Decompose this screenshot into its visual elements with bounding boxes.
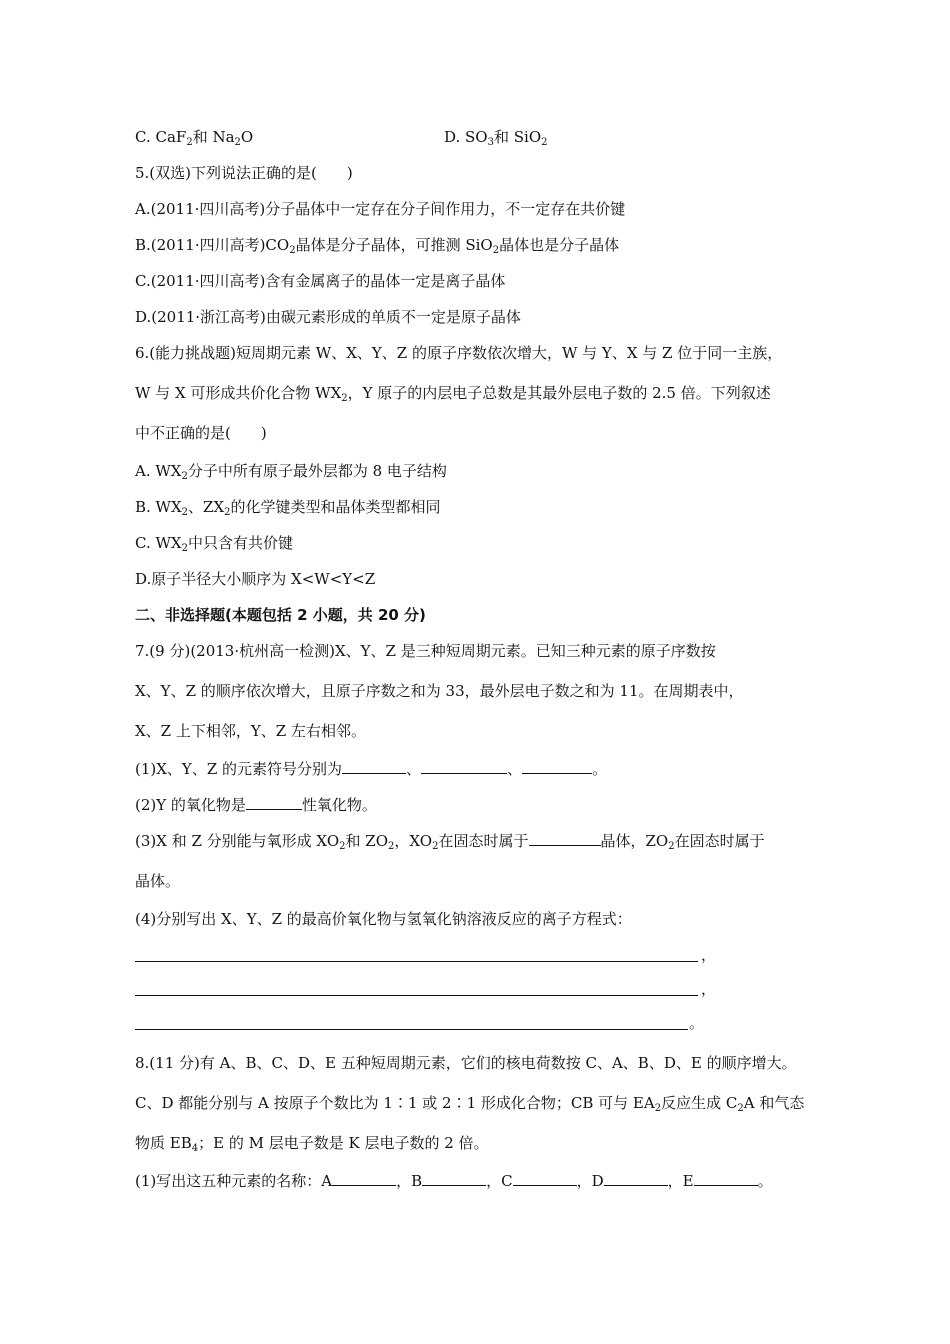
q7-line-2: X、Y、Z 的顺序依次增大，且原子序数之和为 33，最外层电子数之和为 11。在周期表中， xyxy=(135,682,744,700)
answer-blank[interactable] xyxy=(604,1171,668,1186)
answer-blank[interactable] xyxy=(332,1171,396,1186)
q7-line-1: 7.(9 分)(2013·杭州高一检测)X、Y、Z 是三种短周期元素。已知三种元素的原子序数按 xyxy=(135,642,716,660)
q7-part-3: (3)X 和 Z 分别能与氧形成 $XO_2$和 $ZO_2$，$XO_2$在固态时属于 晶体，$ZO_2$在固态时属于 xyxy=(135,832,765,852)
answer-blank[interactable] xyxy=(342,759,406,774)
q8-line-1: 8.(11 分)有 A、B、C、D、E 五种短周期元素，它们的核电荷数按 C、A、B、D、E 的顺序增大。 xyxy=(135,1054,797,1072)
q5-stem: 5.(双选)下列说法正确的是( ) xyxy=(135,164,353,182)
q5-option-d: D.(2011·浙江高考)由碳元素形成的单质不一定是原子晶体 xyxy=(135,308,521,326)
equation-end-mark: 。 xyxy=(689,1014,705,1032)
equation-end-mark: ， xyxy=(701,980,717,998)
equation-answer-line[interactable] xyxy=(135,1029,688,1030)
equation-answer-line[interactable] xyxy=(135,961,698,962)
q6-option-a: A. $WX_2$分子中所有原子最外层都为 8 电子结构 xyxy=(135,462,447,482)
answer-blank[interactable] xyxy=(522,759,592,774)
answer-blank[interactable] xyxy=(694,1171,758,1186)
q6-option-b: B. $WX_2$、$ZX_2$的化学键类型和晶体类型都相同 xyxy=(135,498,441,518)
q7-line-3: X、Z 上下相邻，Y、Z 左右相邻。 xyxy=(135,722,366,740)
q7-part-4: (4)分别写出 X、Y、Z 的最高价氧化物与氢氧化钠溶液反应的离子方程式： xyxy=(135,910,632,928)
answer-blank[interactable] xyxy=(529,831,601,846)
q8-line-2: C、D 都能分别与 A 按原子个数比为 1∶1 或 2∶1 形成化合物；CB 可与 $EA_2$反应生成 $C_2A$ 和气态 xyxy=(135,1094,805,1114)
q6-line-2: W 与 X 可形成共价化合物 $WX_2$，Y 原子的内层电子总数是其最外层电子数的 2.5 倍。下列叙述 xyxy=(135,384,771,404)
q8-part-1: (1)写出这五种元素的名称：A ，B ，C ，D ，E 。 xyxy=(135,1172,773,1190)
q4-option-d: D. $SO_3$和 SiO$_2$ xyxy=(444,128,548,148)
answer-blank[interactable] xyxy=(513,1171,577,1186)
q7-part-1: (1)X、Y、Z 的元素符号分别为 、 、 。 xyxy=(135,760,608,778)
q5-option-b: B.(2011·四川高考)$CO_2$晶体是分子晶体，可推测 SiO$_2$晶体也是分子晶体 xyxy=(135,236,620,256)
equation-answer-line[interactable] xyxy=(135,995,698,996)
answer-blank[interactable] xyxy=(246,795,302,810)
q6-line-3: 中不正确的是( ) xyxy=(135,424,267,442)
equation-end-mark: ， xyxy=(701,946,717,964)
answer-blank[interactable] xyxy=(421,759,507,774)
q4-option-c: C. CaF$_2$和 $Na_2O$ xyxy=(135,128,254,148)
q6-option-c: C. $WX_2$中只含有共价键 xyxy=(135,534,293,554)
q5-option-c: C.(2011·四川高考)含有金属离子的晶体一定是离子晶体 xyxy=(135,272,506,290)
q6-option-d: D.原子半径大小顺序为 X<W<Y<Z xyxy=(135,570,376,588)
q7-part-2: (2)Y 的氧化物是 性氧化物。 xyxy=(135,796,377,814)
q6-line-1: 6.(能力挑战题)短周期元素 W、X、Y、Z 的原子序数依次增大，W 与 Y、X 与 Z 位于同一主族， xyxy=(135,344,783,362)
answer-blank[interactable] xyxy=(422,1171,486,1186)
section-heading: 二、非选择题(本题包括 2 小题，共 20 分) xyxy=(135,606,426,624)
q8-line-3: 物质 $EB_4$；E 的 M 层电子数是 K 层电子数的 2 倍。 xyxy=(135,1134,489,1154)
q7-part-3-continued: 晶体。 xyxy=(135,872,181,890)
q5-option-a: A.(2011·四川高考)分子晶体中一定存在分子间作用力，不一定存在共价键 xyxy=(135,200,626,218)
